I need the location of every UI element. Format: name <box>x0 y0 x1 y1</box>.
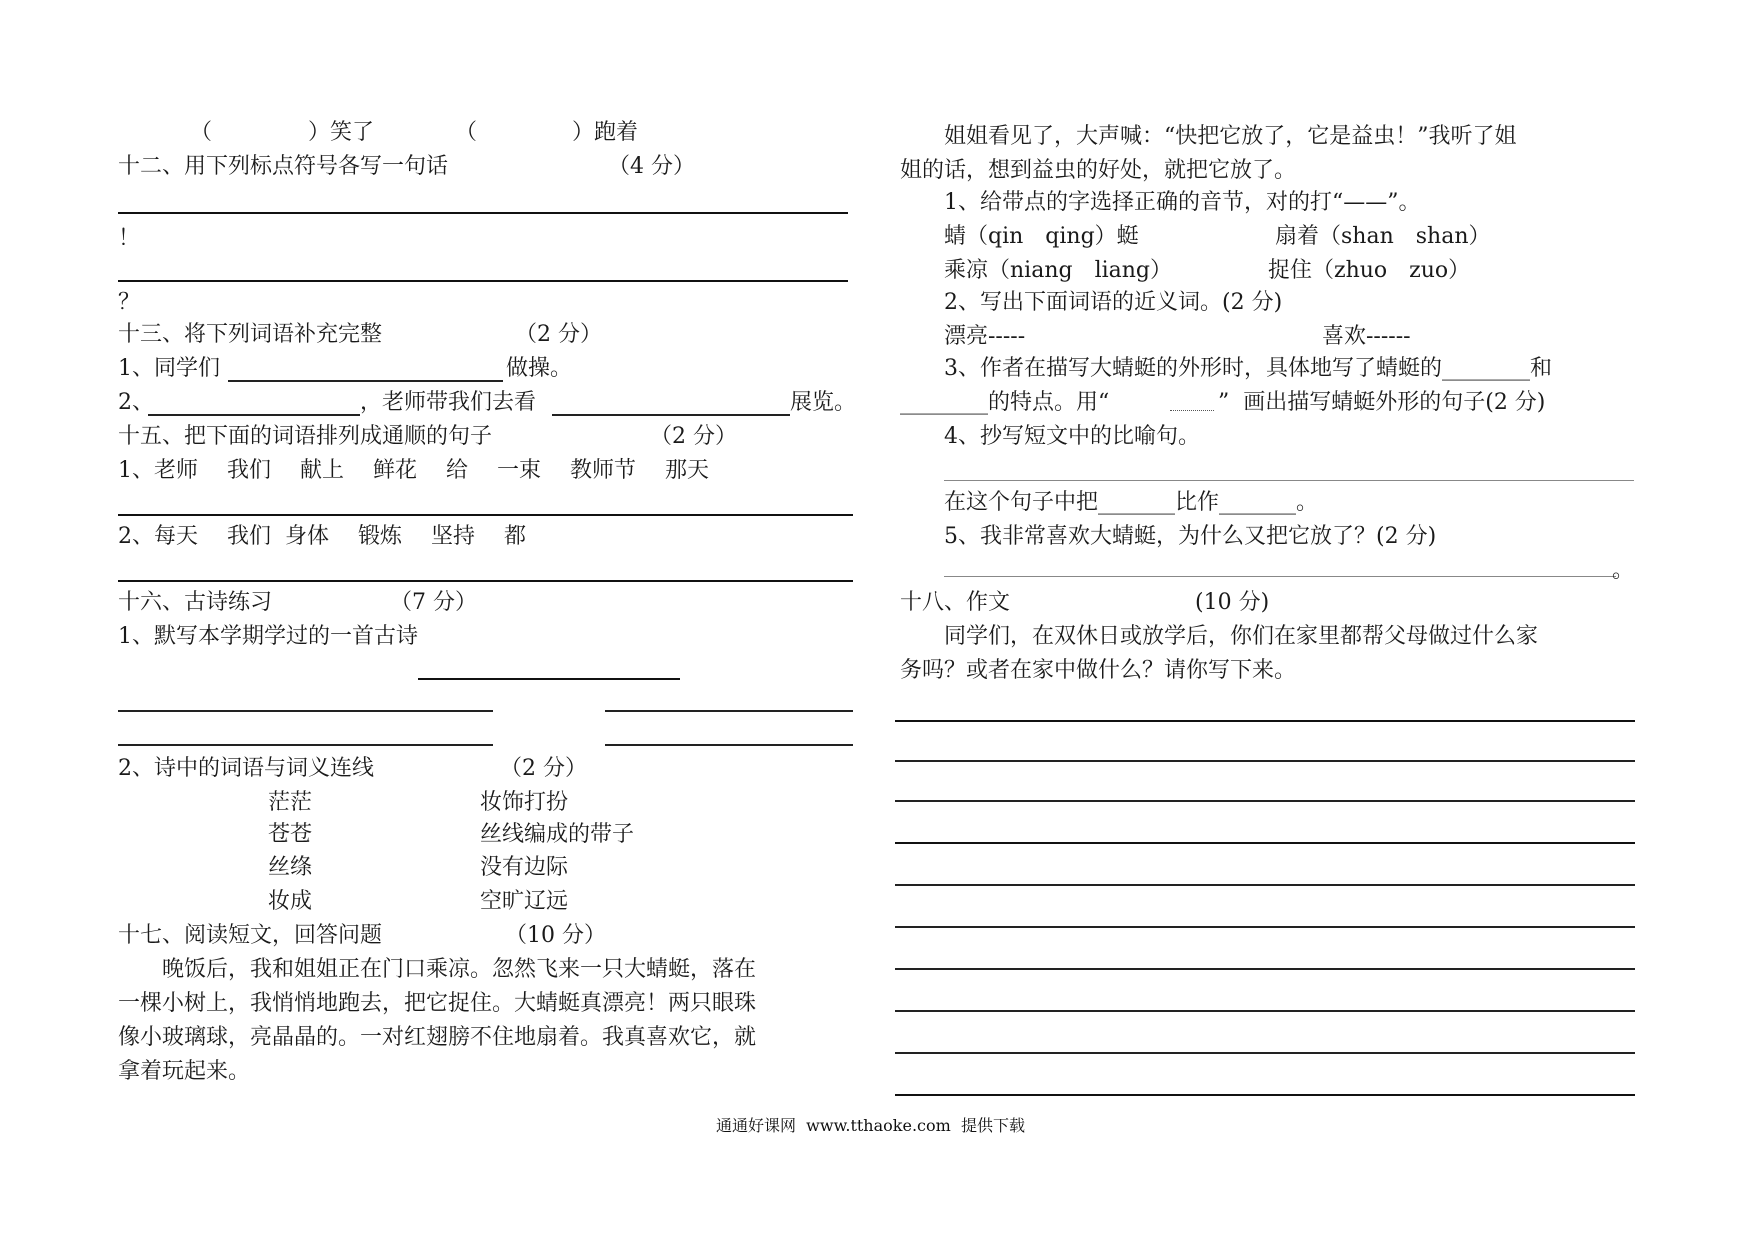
q13-blank-3[interactable] <box>552 414 790 416</box>
q17-sub-5: 5、我非常喜欢大蜻蜓，为什么又把它放了？(2 分) <box>900 524 1437 549</box>
match-word-3[interactable]: 丝绦 <box>268 855 313 880</box>
q16-item-2: 2、诗中的词语与词义连线 <box>118 756 374 781</box>
q17-sub-3: 3、作者在描写大蜻蜓的外形时，具体地写了蜻蜓的________和 <box>900 356 1552 381</box>
composition-line-8[interactable] <box>895 1010 1635 1012</box>
q16-score: （7 分） <box>390 590 477 615</box>
q15-item-2: 2、每天 我们 身体 锻炼 坚持 都 <box>118 524 526 549</box>
pinyin-choice-1[interactable]: 蜻（qin qing）蜓 <box>944 224 1139 249</box>
q12-title: 十二、用下列标点符号各写一句话 <box>118 154 449 179</box>
q16-title: 十六、古诗练习 <box>118 590 273 615</box>
q12-answer-line-1[interactable] <box>118 212 848 214</box>
paren-open-2: （ <box>455 120 478 145</box>
q13-blank-2[interactable] <box>148 414 360 416</box>
q17-sub-4: 4、抄写短文中的比喻句。 <box>900 424 1200 449</box>
q13-score: （2 分） <box>515 322 602 347</box>
q16-item-2-score: （2 分） <box>500 756 587 781</box>
composition-line-4[interactable] <box>895 842 1635 844</box>
q13-item-2-end: 展览。 <box>790 390 857 415</box>
q15-item-1: 1、老师 我们 献上 鲜花 给 一束 教师节 那天 <box>118 458 709 483</box>
q17-sub-2: 2、写出下面词语的近义词。(2 分) <box>900 290 1283 315</box>
composition-prompt-2: 务吗？或者在家中做什么？请你写下来。 <box>900 658 1297 683</box>
text-xiao-le: ）笑了 <box>308 120 375 145</box>
composition-line-10[interactable] <box>895 1094 1635 1096</box>
match-word-2[interactable]: 苍苍 <box>268 822 313 847</box>
pinyin-choice-4[interactable]: 捉住（zhuo zuo） <box>1268 258 1471 283</box>
question-mark: ？ <box>118 290 141 315</box>
q17-sub-1: 1、给带点的字选择正确的音节，对的打“——”。 <box>900 190 1421 215</box>
composition-line-5[interactable] <box>895 884 1635 886</box>
q16-item-1: 1、默写本学期学过的一首古诗 <box>118 624 418 649</box>
pinyin-choice-3[interactable]: 乘凉（niang liang） <box>944 258 1173 283</box>
reason-answer-line[interactable] <box>944 576 1616 577</box>
match-meaning-3[interactable]: 没有边际 <box>480 855 569 880</box>
q15-answer-line-1[interactable] <box>118 514 853 516</box>
poem-title-line[interactable] <box>418 678 680 680</box>
synonym-1: 漂亮----- <box>944 324 1026 349</box>
passage-line-1: 晚饭后，我和姐姐正在门口乘凉。忽然飞来一只大蜻蜓，落在 <box>118 957 757 982</box>
q15-title: 十五、把下面的词语排列成通顺的句子 <box>118 424 493 449</box>
composition-line-3[interactable] <box>895 800 1635 802</box>
match-meaning-1[interactable]: 妆饰打扮 <box>480 790 569 815</box>
q17-title: 十七、阅读短文，回答问题 <box>118 923 383 948</box>
q13-blank-1[interactable] <box>228 380 503 382</box>
composition-line-1[interactable] <box>895 720 1635 722</box>
q13-item-1-start: 1、同学们 <box>118 356 220 381</box>
synonym-2: 喜欢------ <box>1322 324 1411 349</box>
match-word-1[interactable]: 茫茫 <box>268 790 313 815</box>
poem-line-1-right[interactable] <box>605 710 853 712</box>
reason-end-mark: 。 <box>1612 558 1635 583</box>
q17-sub-3-cont-a: ________的特点。用“ <box>900 390 1110 415</box>
pinyin-choice-2[interactable]: 扇着（shan shan） <box>1275 224 1491 249</box>
passage-cont-line-2: 姐的话，想到益虫的好处，就把它放了。 <box>900 158 1297 183</box>
simile-answer-line[interactable] <box>944 480 1634 481</box>
passage-line-2: 一棵小树上，我悄悄地跑去，把它捉住。大蜻蜓真漂亮！两只眼珠 <box>118 991 757 1016</box>
q18-score: (10 分) <box>1195 590 1270 615</box>
composition-line-9[interactable] <box>895 1052 1635 1054</box>
q15-answer-line-2[interactable] <box>118 580 853 582</box>
q12-answer-line-2[interactable] <box>118 280 848 282</box>
match-meaning-4[interactable]: 空旷辽远 <box>480 889 569 914</box>
passage-cont-line-1: 姐姐看见了，大声喊：“快把它放了，它是益虫！”我听了姐 <box>900 124 1517 149</box>
match-word-4[interactable]: 妆成 <box>268 889 313 914</box>
match-meaning-2[interactable]: 丝线编成的带子 <box>480 822 635 847</box>
q17-score: （10 分） <box>505 923 606 948</box>
q18-title: 十八、作文 <box>900 590 1011 615</box>
passage-line-4: 拿着玩起来。 <box>118 1059 251 1084</box>
q13-title: 十三、将下列词语补充完整 <box>118 322 383 347</box>
poem-line-2-right[interactable] <box>605 744 853 746</box>
q13-item-2-start: 2、 <box>118 390 154 415</box>
q17-sub-3-cont-b: ” 画出描写蜻蜓外形的句子(2 分) <box>1218 390 1546 415</box>
composition-line-2[interactable] <box>895 760 1635 762</box>
q15-score: （2 分） <box>650 424 737 449</box>
footer-credit: 通通好课网 www.tthaoke.com 提供下载 <box>716 1116 1025 1135</box>
poem-line-1-left[interactable] <box>118 710 493 712</box>
q13-item-2-mid: ，老师带我们去看 <box>360 390 537 415</box>
paren-open-1: （ <box>190 120 213 145</box>
passage-line-3: 像小玻璃球，亮晶晶的。一对红翅膀不住地扇着。我真喜欢它，就 <box>118 1025 757 1050</box>
composition-prompt-1: 同学们，在双休日或放学后，你们在家里都帮父母做过什么家 <box>900 624 1539 649</box>
q12-score: （4 分） <box>608 154 695 179</box>
poem-line-2-left[interactable] <box>118 744 493 746</box>
q13-item-1-end: 做操。 <box>506 356 573 381</box>
composition-line-7[interactable] <box>895 968 1635 970</box>
text-pao-zhe: ）跑着 <box>572 120 639 145</box>
composition-line-6[interactable] <box>895 926 1635 928</box>
exclamation-mark: ！ <box>118 226 141 251</box>
wavy-line-sample <box>1170 410 1214 411</box>
q17-sub-4-cont: 在这个句子中把_______比作_______。 <box>900 490 1319 515</box>
